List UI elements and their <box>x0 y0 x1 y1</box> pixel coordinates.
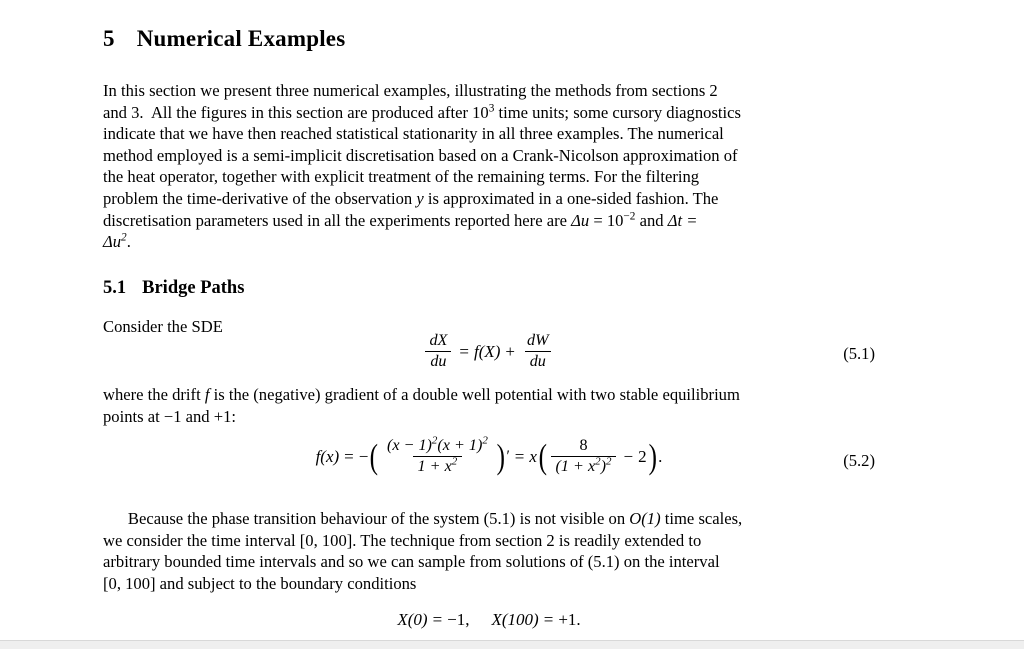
line-text: and <box>639 210 664 230</box>
math-delta-t: Δt = <box>667 210 698 230</box>
paragraph-line <box>103 145 875 167</box>
math-ten-power: $10^{-2}$ <box>606 210 636 230</box>
math-big-O: O(1) <box>629 509 661 528</box>
fraction-dX-du: $\frac{dX}{du}$ <box>424 332 452 371</box>
equation-5-2-body <box>103 434 875 477</box>
paragraph-line: points at −1 and +1: <box>103 406 237 426</box>
line-text: In this section we present three numerical examples, illustrating the methods from sections 2 <box>103 81 718 100</box>
right-paren: ) <box>496 437 505 477</box>
line-text: All the figures in this section are produced after <box>150 102 468 122</box>
because-paragraph <box>103 508 875 594</box>
plus-sign: + <box>505 341 516 361</box>
equals-sign-2: = <box>543 610 554 629</box>
section-title: Numerical Examples <box>136 26 346 51</box>
section-number: 5 <box>103 26 115 51</box>
paragraph-line: we consider the time interval [0, 100]. The technique from section 2 is readily extended to <box>103 530 702 550</box>
minus-sign: − <box>358 446 369 466</box>
math-X-at-0: X(0) <box>397 610 428 629</box>
line-text: the heat operator, together with explicit treatment of the remaining terms. For the filtering <box>103 167 700 187</box>
paragraph-line: Consider the SDE <box>103 317 223 336</box>
paragraph-line <box>103 80 875 102</box>
line-text: indicate that we have then reached statistical stationarity in all three examples. The numerical <box>103 124 724 144</box>
fraction-potential <box>382 434 493 476</box>
value-minus-one: −1, <box>447 610 470 629</box>
line-text: discretisation parameters used in all the experiments reported here are <box>103 210 567 230</box>
paragraph-line <box>103 123 875 145</box>
line-text: method employed is a semi-implicit discretisation based on a Crank-Nicolson approximation of <box>103 145 738 165</box>
value-plus-one: +1. <box>558 610 581 629</box>
power-of-ten: $10^3$ <box>472 102 495 122</box>
line-text: time scales, <box>664 509 743 528</box>
line-text: problem the time-derivative of the observation <box>103 188 413 208</box>
left-paren-2: ( <box>538 437 547 477</box>
paragraph-line: [0, 100] and subject to the boundary conditions <box>103 573 417 593</box>
math-variable-y: y <box>416 188 424 208</box>
paragraph-line <box>103 384 875 406</box>
subsection-heading <box>103 278 244 299</box>
fraction-dW-du: $\frac{dW}{du}$ <box>522 332 554 371</box>
equals-sign: = <box>432 610 443 629</box>
period: . <box>658 446 663 466</box>
paragraph-line: $\Delta u^2$. <box>103 231 131 252</box>
math-expression <box>422 332 555 371</box>
paragraph-line <box>103 166 875 188</box>
line-text: and 3. <box>103 102 144 122</box>
math-variable-f: f <box>204 385 210 404</box>
math-delta-u: Δu <box>571 210 590 230</box>
subsection-title: Bridge Paths <box>142 278 245 298</box>
equation-5-1-body <box>103 330 875 371</box>
paragraph-line: arbitrary bounded time intervals and so we can sample from solutions of (5.1) on the interval <box>103 552 720 572</box>
fraction-numerator: 8 <box>579 437 588 454</box>
right-paren-2: ) <box>648 437 657 477</box>
fraction-denominator: $(1 + x^2)^2$ <box>551 456 617 476</box>
function-f-of-x: f(x) <box>315 446 340 466</box>
fraction-eight-over <box>551 437 617 476</box>
function-f-of-X: f(X) <box>473 341 501 361</box>
section-heading <box>103 26 345 52</box>
line-text: Because the phase transition behaviour of the system (5.1) is not visible on <box>127 509 626 528</box>
equals-sign: = <box>344 446 354 466</box>
paragraph-line <box>103 102 875 124</box>
paragraph-line <box>103 188 875 210</box>
subsection-number: 5.1 <box>103 278 127 298</box>
intro-paragraph <box>103 80 875 253</box>
equation-number: (5.2) <box>843 451 875 470</box>
equation-number: (5.1) <box>843 344 875 363</box>
math-expression <box>397 610 580 630</box>
paragraph-line: discretisation parameters used in all the experiments reported here are $\Delta u = 10^{-2}$ and Δt = <box>103 210 698 230</box>
math-variable-x: x <box>529 446 537 466</box>
equals-sign: = <box>459 341 469 361</box>
equals-sign-2: = <box>514 446 525 466</box>
math-expression: f(x) = − ( $\frac{(x - 1)^2(x + 1)^2}{1 + x^2}$ ) ′ = x ( $\frac{8}{(1 + x^2)^2}$ − 2 ) . <box>315 434 663 477</box>
line-text: where the drift <box>103 385 201 404</box>
constant-two: 2 <box>638 446 647 466</box>
fraction-denominator: $1 + x^2$ <box>413 456 463 476</box>
left-paren: ( <box>369 437 379 477</box>
math-delta-u-squared: $\Delta u^2$ <box>103 231 127 252</box>
where-paragraph <box>103 384 875 427</box>
fraction-numerator: $(x - 1)^2(x + 1)^2$ <box>386 434 488 454</box>
line-text: time units; some cursory diagnostics <box>498 102 741 122</box>
line-text: is the (negative) gradient of a double well potential with two stable equilibrium <box>213 385 740 404</box>
minus-sign-2: − <box>623 446 634 466</box>
line-text: is approximated in a one-sided fashion. The <box>427 188 719 208</box>
math-X-at-100: X(100) <box>491 610 539 629</box>
boundary-conditions-body <box>103 610 875 630</box>
paragraph-line <box>103 508 875 530</box>
